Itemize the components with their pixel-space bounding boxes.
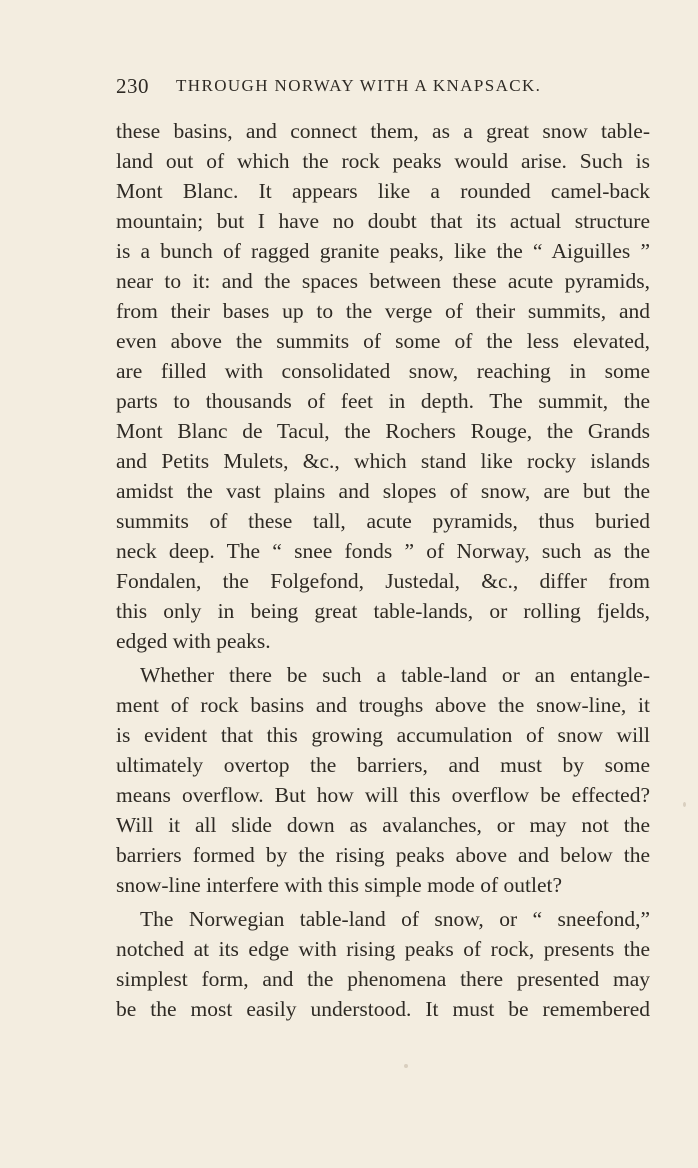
text-line: Will it all slide down as avalanches, or may not the (116, 813, 650, 837)
running-title: THROUGH NORWAY WITH A KNAPSACK. (176, 76, 542, 95)
text-line: notched at its edge with rising peaks of rock, presents the (116, 937, 650, 961)
text-line: land out of which the rock peaks would arise. Such is (116, 149, 650, 173)
text-line: these basins, and connect them, as a great snow table- (116, 119, 650, 143)
paper-speck (683, 802, 686, 807)
text-line: mountain; but I have no doubt that its actual structure (116, 209, 650, 233)
text-line: are filled with consolidated snow, reaching in some (116, 359, 650, 383)
paper-speck (404, 1064, 408, 1068)
text-line: ultimately overtop the barriers, and must by some (116, 753, 650, 777)
text-line: barriers formed by the rising peaks above and below the (116, 843, 650, 867)
text-line: from their bases up to the verge of their summits, and (116, 299, 650, 323)
text-line: this only in being great table-lands, or rolling fjelds, (116, 599, 650, 623)
page-header (116, 74, 596, 104)
text-line: and Petits Mulets, &c., which stand like rocky islands (116, 449, 650, 473)
text-line: neck deep. The “ snee fonds ” of Norway, such as the (116, 539, 650, 563)
text-line: edged with peaks. (116, 629, 271, 653)
text-line: is evident that this growing accumulation of snow will (116, 723, 650, 747)
text-line: near to it: and the spaces between these acute pyramids, (116, 269, 650, 293)
text-line: Mont Blanc de Tacul, the Rochers Rouge, the Grands (116, 419, 650, 443)
text-line: means overflow. But how will this overflow be effected? (116, 783, 650, 807)
text-line: is a bunch of ragged granite peaks, like the “ Aiguilles ” (116, 239, 650, 263)
text-line: Mont Blanc. It appears like a rounded camel-back (116, 179, 650, 203)
text-line: parts to thousands of feet in depth. The summit, the (116, 389, 650, 413)
text-line: Whether there be such a table-land or an entangle- (140, 663, 650, 687)
text-line: snow-line interfere with this simple mode of outlet? (116, 873, 563, 897)
text-line: even above the summits of some of the less elevated, (116, 329, 650, 353)
text-line: amidst the vast plains and slopes of snow, are but the (116, 479, 650, 503)
text-line: The Norwegian table-land of snow, or “ sneefond,” (140, 907, 650, 931)
text-line: be the most easily understood. It must be remembered (116, 997, 650, 1021)
text-line: simplest form, and the phenomena there presented may (116, 967, 650, 991)
text-line: Fondalen, the Folgefond, Justedal, &c., differ from (116, 569, 650, 593)
text-line: summits of these tall, acute pyramids, thus buried (116, 509, 650, 533)
text-line: ment of rock basins and troughs above the snow-line, it (116, 693, 650, 717)
page-number: 230 (116, 74, 149, 98)
